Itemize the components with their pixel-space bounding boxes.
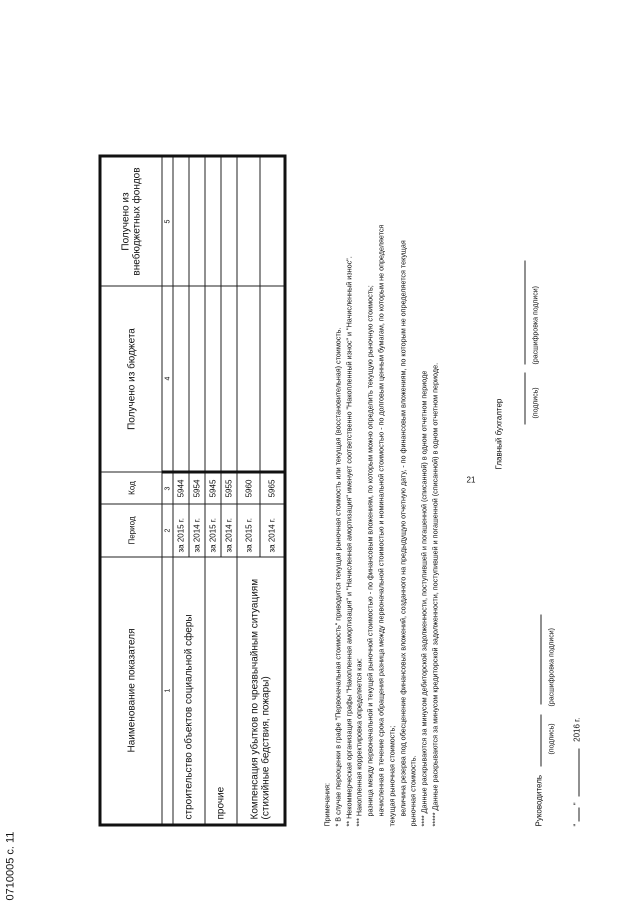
budget-cell[interactable]: [221, 286, 237, 472]
header-name: Наименование показателя: [100, 557, 162, 825]
row-name: прочие: [205, 557, 237, 825]
head-label: Руководитель: [534, 774, 544, 827]
note-line: величина резерва под обесценение финансовых вложений, созданного на предыдущую отчетную дату, - по финансовым вложениям, по которым не определяется текущая: [398, 240, 408, 817]
chief-accountant-signature: [495, 399, 504, 470]
budget-cell[interactable]: [205, 286, 221, 472]
head-decode-caption: (расшифровка подписи): [548, 627, 556, 707]
row-name: Компенсация убытков по чрезвычайным ситуациям (стихийные бедствия, пожары): [237, 557, 285, 825]
note-line: начисленная в течение срока обращения разница между первоначальной стоимостью и номинальной стоимостью - по долговым ценным бумагам, по которым не определяется: [376, 224, 386, 817]
note-line: * В случае переоценки в графе "Первоначальная стоимость" приводится текущая рыночная стоимость или текущая (восстановительная) стоимость.: [333, 327, 343, 827]
header-budget: Получено из бюджета: [100, 286, 162, 472]
row-code: 5944: [173, 472, 189, 504]
extra-budgetary-cell[interactable]: [237, 156, 260, 286]
header-code: Код: [100, 472, 162, 504]
column-index: 2: [162, 504, 173, 557]
row-code: 5945: [205, 472, 221, 504]
row-code: 5965: [260, 472, 285, 504]
extra-budgetary-cell[interactable]: [189, 156, 205, 286]
row-period: за 2015 г.: [173, 504, 189, 557]
rotated-sheet: [1, 0, 640, 905]
date-day-line[interactable]: [579, 807, 580, 821]
row-code: 5954: [189, 472, 205, 504]
row-code: 5955: [221, 472, 237, 504]
budget-cell[interactable]: [237, 286, 260, 472]
row-code: 5960: [237, 472, 260, 504]
date-open-quote: ": [572, 823, 582, 827]
head-signature: [535, 614, 544, 826]
head-decode-line[interactable]: [541, 614, 542, 704]
table-header-row: [100, 156, 162, 825]
head-signature-caption: (подпись): [548, 723, 556, 755]
table-row: [237, 156, 260, 825]
chief-accountant-lines: [519, 260, 528, 424]
funding-table: [99, 155, 287, 827]
date-month-line[interactable]: [579, 748, 580, 796]
note-line: **** Данные раскрываются за минусом дебиторской задолженности, поступившей и погашенной (списанной) в одном отчетном периоде: [419, 370, 429, 827]
row-period: за 2015 г.: [205, 504, 221, 557]
extra-budgetary-cell[interactable]: [221, 156, 237, 286]
row-name: строительство объектов социальной сферы: [173, 557, 205, 825]
column-index: 4: [162, 286, 173, 472]
column-index: 5: [162, 156, 173, 286]
notes-block: [323, 67, 442, 827]
note-line: ***** Данные раскрываются за минусом кредиторской задолженности, поступившей и погашенной (списанной) в одном отчетном периоде.: [430, 362, 440, 827]
budget-cell[interactable]: [173, 286, 189, 472]
form-code: 0710005 с. 11: [4, 831, 17, 901]
note-line: разница между первоначальной и текущей рыночной стоимостью - по финансовым вложениям, по которым можно определить текущую рыночную стоимость;: [365, 285, 375, 817]
note-line: *** Накопленная корректировка определяется как:: [354, 658, 364, 827]
head-signature-line[interactable]: [541, 715, 542, 767]
row-period: за 2014 г.: [189, 504, 205, 557]
chief-decode-caption: (расшифровка подписи): [532, 285, 540, 365]
extra-budgetary-cell[interactable]: [205, 156, 221, 286]
column-index: 1: [162, 557, 173, 825]
budget-cell[interactable]: [189, 286, 205, 472]
extra-budgetary-cell[interactable]: [173, 156, 189, 286]
note-line: ** Некоммерческая организация графы "Накопленная амортизация" и "Начисленная амортизация" именует соответственно "Накопленный износ" и "Начисленный износ".: [344, 256, 354, 827]
header-period: Период: [100, 504, 162, 557]
table-row: [205, 156, 221, 825]
date-year: 2016 г.: [572, 717, 582, 742]
chief-accountant-label: Главный бухгалтер: [494, 398, 504, 470]
notes-title: Примечания:: [322, 783, 332, 827]
date-close-quote: ": [572, 802, 582, 806]
row-period: за 2014 г.: [260, 504, 285, 557]
column-index-row: [162, 156, 173, 825]
chief-signature-line[interactable]: [525, 373, 526, 425]
header-extra-budgetary: Получено из внебюджетных фондов: [100, 156, 162, 286]
table-row: [173, 156, 189, 825]
signature-date: [573, 718, 582, 827]
row-period: за 2014 г.: [221, 504, 237, 557]
note-line: рыночная стоимость.: [408, 755, 418, 827]
row-period: за 2015 г.: [237, 504, 260, 557]
chief-signature-caption: (подпись): [532, 387, 540, 419]
note-line: текущая рыночная стоимость;: [387, 725, 397, 827]
chief-decode-line[interactable]: [525, 260, 526, 364]
page-number: 21: [466, 475, 476, 485]
extra-budgetary-cell[interactable]: [260, 156, 285, 286]
budget-cell[interactable]: [260, 286, 285, 472]
column-index: 3: [162, 472, 173, 504]
